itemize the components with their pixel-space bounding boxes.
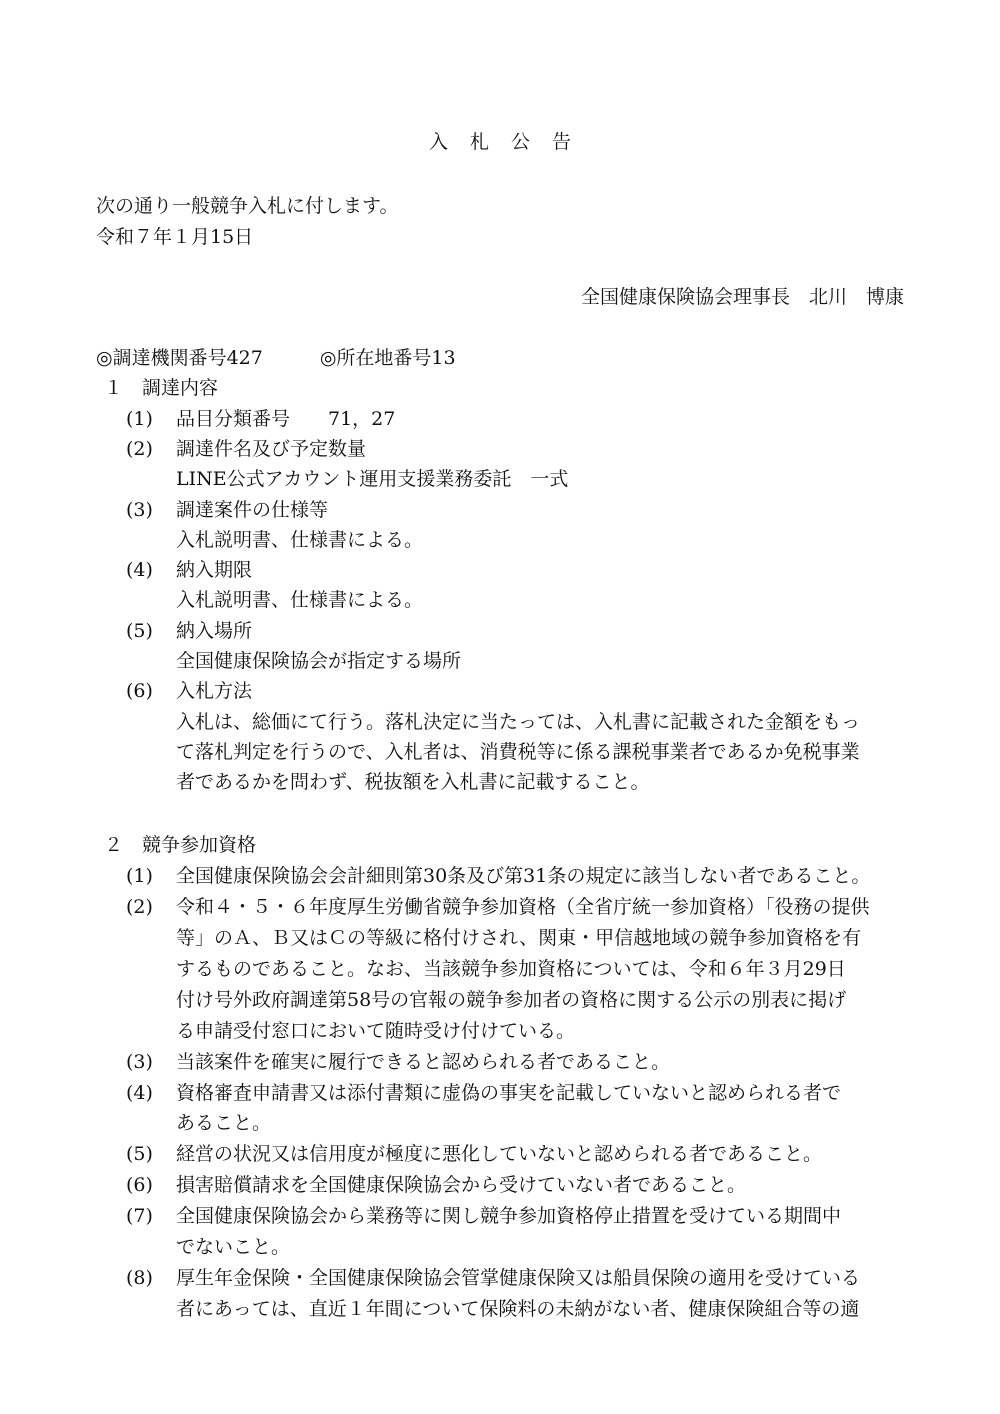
item-number: (3) [126, 499, 153, 521]
item-number: (5) [126, 620, 153, 642]
item-text: 入札説明書、仕様書による。 [176, 589, 424, 611]
intro-text: 次の通り一般競争入札に付します。 [96, 195, 399, 217]
item-text: 経営の状況又は信用度が極度に悪化していないと認められる者であること。 [176, 1143, 823, 1165]
item-number: (2) [126, 438, 153, 460]
notice-date: 令和７年１月15日 [96, 226, 254, 248]
item-text: 入札説明書、仕様書による。 [176, 529, 424, 551]
item-number: (5) [126, 1143, 153, 1165]
item-text: でないこと。 [176, 1236, 291, 1258]
item-text: 全国健康保険協会が指定する場所 [176, 650, 462, 672]
item-number: (4) [126, 559, 153, 581]
item-text: 者にあっては、直近１年間について保険料の未納がない者、健康保険組合等の適 [176, 1298, 860, 1320]
item-number: (3) [126, 1051, 153, 1073]
item-number: (1) [126, 865, 153, 887]
item-number: (8) [126, 1267, 153, 1289]
item-number: (1) [126, 408, 153, 430]
item-text: 入札は、総価にて行う。落札決定に当たっては、入札書に記載された金額をもっ [176, 711, 861, 733]
item-text: 資格審査申請書又は添付書類に虚偽の事実を記載していないと認められる者で [176, 1082, 842, 1104]
item-label: 調達件名及び予定数量 [176, 438, 367, 460]
section-heading: ２ 競争参加資格 [104, 834, 257, 856]
item-label: 納入期限 [176, 559, 253, 581]
item-text: 損害賠償請求を全国健康保険協会から受けていない者であること。 [176, 1174, 747, 1196]
item-text: 厚生年金保険・全国健康保険協会管掌健康保険又は船員保険の適用を受けている [176, 1267, 861, 1289]
item-label: 入札方法 [176, 680, 253, 702]
item-label: 品目分類番号 71，27 [176, 408, 396, 430]
item-text: て落札判定を行うので、入札者は、消費税等に係る課税事業者であるか免税事業 [176, 741, 860, 763]
item-text: あること。 [176, 1112, 272, 1134]
item-number: (4) [126, 1082, 153, 1104]
item-text: 令和４・５・６年度厚生労働省競争参加資格（全省庁統一参加資格）「役務の提供 [176, 896, 870, 918]
item-text: 全国健康保険協会会計細則第30条及び第31条の規定に該当しない者であること。 [176, 865, 871, 887]
issuer-name: 全国健康保険協会理事長 北川 博康 [580, 286, 904, 308]
item-text: 者であるかを問わず、税抜額を入札書に記載すること。 [176, 771, 650, 793]
item-text: 等」のＡ、Ｂ又はＣの等級に格付けされ、関東・甲信越地域の競争参加資格を有 [176, 927, 862, 949]
item-number: (7) [126, 1205, 153, 1227]
item-number: (2) [126, 896, 153, 918]
procurement-codes: ◎調達機関番号427 ◎所在地番号13 [96, 347, 456, 369]
item-number: (6) [126, 680, 153, 702]
document-title: 入札公告 [428, 131, 593, 153]
section-heading: １ 調達内容 [104, 377, 219, 399]
item-text: 付け号外政府調達第58号の官報の競争参加者の資格に関する公示の別表に掲げ [176, 989, 847, 1011]
item-text: 全国健康保険協会から業務等に関し競争参加資格停止措置を受けている期間中 [176, 1205, 842, 1227]
item-text: するものであること。なお、当該競争参加資格については、令和６年３月29日 [176, 958, 846, 980]
item-label: 納入場所 [176, 620, 253, 642]
item-text: 当該案件を確実に履行できると認められる者であること。 [176, 1051, 671, 1073]
item-text: LINE公式アカウント運用支援業務委託 一式 [176, 468, 569, 490]
item-label: 調達案件の仕様等 [176, 499, 329, 521]
item-number: (6) [126, 1174, 153, 1196]
item-text: る申請受付窓口において随時受け付けている。 [176, 1020, 576, 1042]
